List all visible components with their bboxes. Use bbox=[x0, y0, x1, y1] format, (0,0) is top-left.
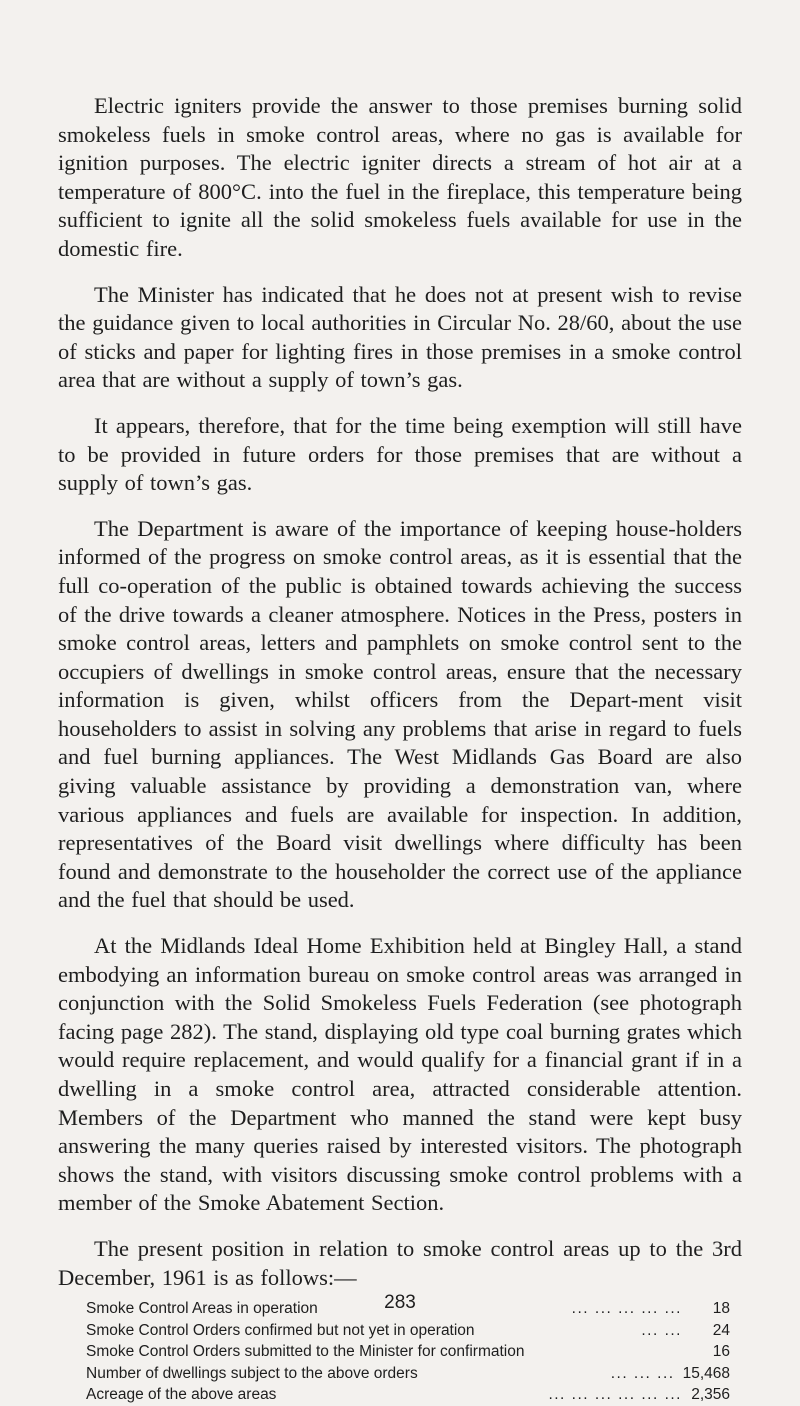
stat-row bbox=[86, 1384, 730, 1406]
stat-label: Smoke Control Orders confirmed but not yet in operation bbox=[86, 1321, 475, 1339]
stat-value: 24 bbox=[712, 1321, 730, 1339]
stat-value: 16 bbox=[712, 1343, 730, 1361]
stat-row bbox=[86, 1320, 730, 1342]
stat-leader-dots: ... ... bbox=[641, 1321, 682, 1339]
smoke-control-statistics bbox=[86, 1298, 730, 1406]
stat-leader-dots: ... ... ... ... ... bbox=[571, 1300, 682, 1318]
stat-value: 2,356 bbox=[691, 1386, 730, 1404]
paragraph-department-publicity: The Department is aware of the importance of keeping house-holders informed of the progress on smoke control areas, as it is essential that the full co-operation of the public is obtained towards achieving the success of the drive towards a cleaner atmosphere. Notices in the Press, posters in smoke control areas, letters and pamphlets on smoke control sent to the occupiers of dwellings in smoke control areas, ensure that the necessary information is given, whilst officers from the Depart-ment visit householders to assist in solving any problems that arise in regard to fuels and fuel burning appliances. The West Midlands Gas Board are also giving valuable assistance by providing a demonstration van, where various appliances and fuels are available for inspection. In addition, representatives of the Board visit dwellings where difficulty has been found and demonstrate to the householder the correct use of the appliance and the fuel that should be used. bbox=[58, 515, 742, 913]
stat-label: Number of dwellings subject to the above orders bbox=[86, 1364, 418, 1382]
stat-value: 15,468 bbox=[682, 1364, 730, 1382]
stat-value: 18 bbox=[712, 1300, 730, 1318]
stat-leader-dots: ... ... ... ... ... ... bbox=[548, 1386, 682, 1404]
stat-row bbox=[86, 1363, 730, 1385]
stat-label: Acreage of the above areas bbox=[86, 1386, 277, 1404]
stat-leader-dots: ... ... ... bbox=[610, 1364, 675, 1382]
paragraph-minister-guidance: The Minister has indicated that he does not at present wish to revise the guidance given to local authorities in Circular No. 28/60, about the use of sticks and paper for lighting fires in those premises in a smoke control area that are without a supply of town’s gas. bbox=[58, 281, 742, 393]
page-number: 283 bbox=[384, 1292, 416, 1313]
paragraph-exemption: It appears, therefore, that for the time being exemption will still have to be provided in future orders for those premises that are without a supply of town’s gas. bbox=[58, 412, 742, 496]
paragraph-present-position: The present position in relation to smoke control areas up to the 3rd December, 1961 is as follows:— bbox=[58, 1235, 742, 1290]
stat-row bbox=[86, 1341, 730, 1363]
document-page bbox=[58, 92, 742, 1406]
paragraph-ideal-home-exhibition: At the Midlands Ideal Home Exhibition held at Bingley Hall, a stand embodying an information bureau on smoke control areas was arranged in conjunction with the Solid Smokeless Fuels Federation (see photograph facing page 282). The stand, displaying old type coal burning grates which would require replacement, and would qualify for a financial grant if in a dwelling in a smoke control area, attracted considerable attention. Members of the Department who manned the stand were kept busy answering the many queries raised by interested visitors. The photograph shows the stand, with visitors discussing smoke control problems with a member of the Smoke Abatement Section. bbox=[58, 933, 742, 1216]
stat-label: Smoke Control Areas in operation bbox=[86, 1300, 318, 1318]
stat-label: Smoke Control Orders submitted to the Minister for confirmation bbox=[86, 1343, 525, 1361]
paragraph-electric-igniters: Electric igniters provide the answer to those premises burning solid smokeless fuels in smoke control areas, where no gas is available for ignition purposes. The electric igniter directs a stream of hot air at a temperature of 800°C. into the fuel in the fireplace, this temperature being sufficient to ignite all the solid smokeless fuels available for use in the domestic fire. bbox=[58, 93, 742, 261]
